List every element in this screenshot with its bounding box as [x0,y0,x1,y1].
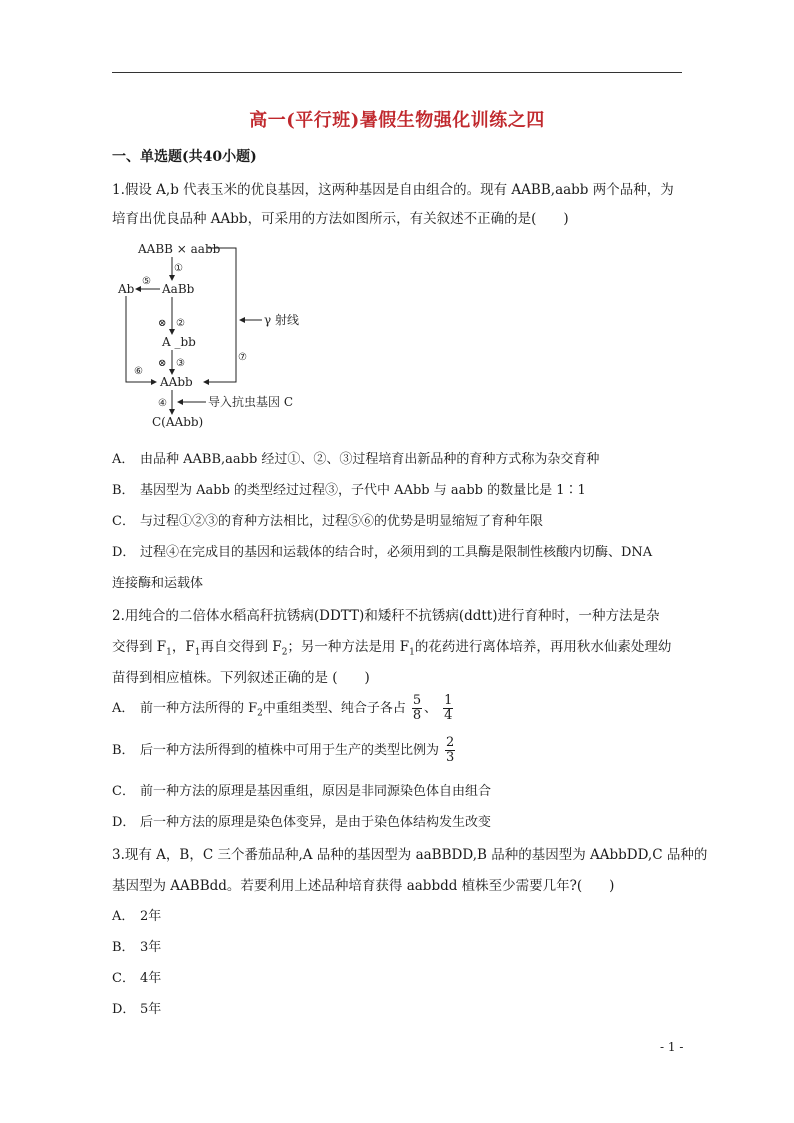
final-product-label: C(AAbb) [152,415,204,429]
q2-stem-line1: 2.用纯合的二倍体水稻高秆抗锈病(DDTT)和矮秆不抗锈病(ddtt)进行育种时，一种方法是杂 [112,608,660,624]
q2-stem-line3: 苗得到相应植株。下列叙述正确的是 ( ) [112,670,370,686]
step3-marker: ③ [176,358,185,369]
fraction-one-quarter: $\frac{1}{4}$ [444,693,453,723]
q1-option-b[interactable]: B． 基因型为 Aabb 的类型经过过程③，子代中 AAbb 与 aabb 的数量比是 1∶1 [112,483,586,498]
q3-stem-line2: 基因型为 AABBdd。若要利用上述品种培育获得 aabbdd 植株至少需要几年?( ) [112,878,615,894]
self-mark-1: ⊗ [158,318,167,329]
section-heading: 一、单选题(共40小题) [112,149,257,165]
header-rule [112,72,682,73]
q3-option-d[interactable]: D． 5年 [112,1002,162,1017]
import-gene-label: 导入抗虫基因 C [208,395,293,409]
intermediate-label: A _bb [162,335,196,349]
q3-stem-line1: 3.现有 A，B，C 三个番茄品种,A 品种的基因型为 aaBBDD,B 品种的基因型为 AAbbDD,C 品种的 [112,847,708,863]
q2-option-b[interactable]: B． 后一种方法所得到的植株中可用于生产的类型比例为 $\frac{2}{3}$ [112,735,455,765]
self-mark-2: ⊗ [158,358,167,369]
step6-marker: ⑥ [134,366,143,377]
gamma-ray-label: γ 射线 [264,313,299,327]
fraction-two-thirds: $\frac{2}{3}$ [446,735,455,765]
q1-option-d[interactable]: D． 过程④在完成目的基因和运载体的结合时，必须用到的工具酶是限制性核酸内切酶、DNA [112,545,653,560]
q3-option-c[interactable]: C． 4年 [112,971,162,986]
fraction-five-eighths: $\frac{5}{8}$ [412,693,422,723]
q2-option-c[interactable]: C． 前一种方法的原理是基因重组，原因是非同源染色体自由组合 [112,784,492,799]
q2-option-d[interactable]: D． 后一种方法的原理是染色体变异，是由于染色体结构发生改变 [112,815,492,830]
q2-stem-line2: 交得到 $F_1$，$F_1$再自交得到 $F_2$；另一种方法是用 $F_1$的花药进行离体培养，再用秋水仙素处理幼 [112,639,672,658]
step2-marker: ② [176,318,185,329]
page-number: - 1 - [660,1040,684,1054]
step5-marker: ⑤ [142,276,151,287]
step4-marker: ④ [158,398,167,409]
q2-option-a[interactable]: A． 前一种方法所得的 $F_2$中重组类型、纯合子各占 $\frac{5}{8}$ 、 $\frac{1}{4}$ [112,693,453,723]
q1-option-c[interactable]: C． 与过程①②③的育种方法相比，过程⑤⑥的优势是明显缩短了育种年限 [112,514,544,529]
breeding-diagram [112,238,332,438]
ab-label: Ab [118,282,135,296]
parents-label: AABB × aabb [138,242,221,256]
page-title: 高一(平行班)暑假生物强化训练之四 [249,110,545,131]
step7-marker: ⑦ [238,352,247,363]
q1-option-a[interactable]: A． 由品种 AABB,aabb 经过①、②、③过程培育出新品种的育种方式称为杂交育种 [112,452,600,467]
q3-option-b[interactable]: B． 3年 [112,940,162,955]
step1-marker: ① [174,263,183,274]
aabb-product-label: AAbb [160,375,193,389]
q3-option-a[interactable]: A． 2年 [112,909,162,924]
q1-stem-line2: 培育出优良品种 AAbb，可采用的方法如图所示，有关叙述不正确的是( ) [112,211,569,227]
q1-option-d-continued: 连接酶和运载体 [112,576,204,591]
q1-stem-line1: 1.假设 A,b 代表玉米的优良基因，这两种基因是自由组合的。现有 AABB,aabb 两个品种，为 [112,182,674,198]
f1-label: AaBb [162,282,195,296]
